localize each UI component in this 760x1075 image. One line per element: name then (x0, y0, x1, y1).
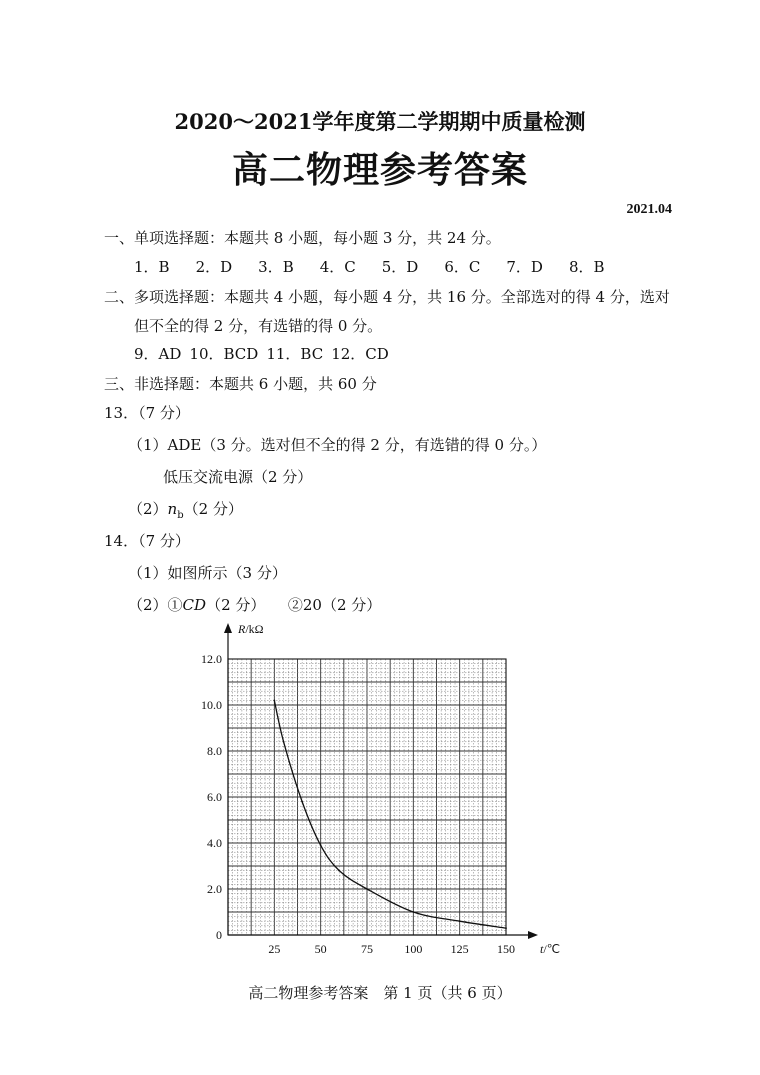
answer-4: 4．C (319, 258, 356, 276)
y-tick-label: 2.0 (207, 882, 222, 896)
data-point (412, 911, 414, 913)
x-tick-label: 75 (361, 942, 373, 956)
q14-part2-prefix: （2）① (128, 596, 183, 614)
q14-part2-rest: （2 分） ②20（2 分） (206, 596, 382, 614)
document-subtitle: 高二物理参考答案 (231, 149, 528, 191)
y-axis-unit: /kΩ (245, 622, 264, 636)
x-tick-label: 25 (268, 942, 281, 956)
data-point (301, 801, 303, 803)
q14-part2 (128, 594, 381, 615)
y-tick-label: 4.0 (207, 836, 222, 850)
q14-label: 14．（7 分） (104, 532, 190, 550)
q14-cd: CD (182, 596, 207, 614)
x-axis-arrow (528, 931, 538, 939)
answer-1: 1．B (134, 258, 170, 276)
q13-part2-prefix: （2） (128, 500, 168, 518)
x-axis-label (540, 942, 560, 956)
r-t-chart (180, 615, 600, 960)
x-tick-label: 50 (314, 942, 327, 956)
section2-heading-line2: 但不全的得 2 分，有选错的得 0 分。 (134, 317, 383, 335)
chart-grid (228, 659, 506, 935)
answer-12: 12．CD (331, 345, 389, 363)
y-tick-label: 10.0 (201, 698, 222, 712)
x-tick-label: 150 (497, 942, 515, 956)
document-date: 2021.04 (626, 202, 672, 217)
answer-7: 7．D (506, 258, 543, 276)
answer-3: 3．B (258, 258, 294, 276)
section1-heading: 一、单项选择题：本题共 8 小题，每小题 3 分，共 24 分。 (104, 229, 501, 247)
q13-part2-suffix: （2 分） (183, 500, 243, 518)
q13-var-sub: b (177, 510, 184, 521)
y-tick-label: 8.0 (207, 744, 222, 758)
y-tick-label: 0 (216, 928, 222, 942)
y-tick-label: 12.0 (201, 652, 222, 666)
answer-2: 2．D (195, 258, 233, 276)
data-point (320, 844, 322, 846)
q13-var-n: n (167, 500, 178, 518)
chart-axes (224, 623, 538, 939)
x-axis-unit: /℃ (543, 942, 561, 956)
y-tick-label: 6.0 (207, 790, 222, 804)
answer-11: 11．BC (266, 345, 324, 363)
answer-8: 8．B (568, 258, 605, 276)
section3-heading: 三、非选择题：本题共 6 小题，共 60 分 (104, 375, 377, 393)
y-axis-var: R (238, 622, 246, 636)
answer-6: 6．C (444, 258, 481, 276)
chart-ticks (201, 652, 515, 956)
data-point (273, 700, 275, 702)
section1-answers (134, 256, 631, 277)
answer-5: 5．D (381, 258, 419, 276)
q13-part1-line2: 低压交流电源（2 分） (163, 468, 313, 486)
x-tick-label: 125 (450, 942, 469, 956)
data-point (459, 920, 461, 922)
section2-heading-line1: 二、多项选择题：本题共 4 小题，每小题 4 分，共 16 分。全部选对的得 4 分，选对 (104, 288, 670, 306)
answer-10: 10．BCD (189, 345, 259, 363)
q14-part1: （1）如图所示（3 分） (128, 564, 287, 582)
data-point (338, 870, 340, 872)
q13-part1: （1）ADE（3 分。选对但不全的得 2 分，有选错的得 0 分。） (128, 436, 547, 454)
data-point (366, 888, 368, 890)
x-tick-label: 100 (404, 942, 423, 956)
document-title: 2020～2021学年度第二学期期中质量检测 (174, 109, 586, 134)
section2-answers (134, 343, 397, 364)
y-axis-label (237, 622, 264, 636)
page-footer: 高二物理参考答案 第 1 页（共 6 页） (248, 984, 512, 1002)
x-axis-var: t (540, 942, 544, 956)
q13-label: 13．（7 分） (104, 404, 190, 422)
y-axis-arrow (224, 623, 232, 633)
data-point (283, 741, 285, 743)
q13-part2 (128, 498, 243, 521)
data-point (505, 927, 507, 929)
answer-9: 9．AD (134, 345, 182, 363)
